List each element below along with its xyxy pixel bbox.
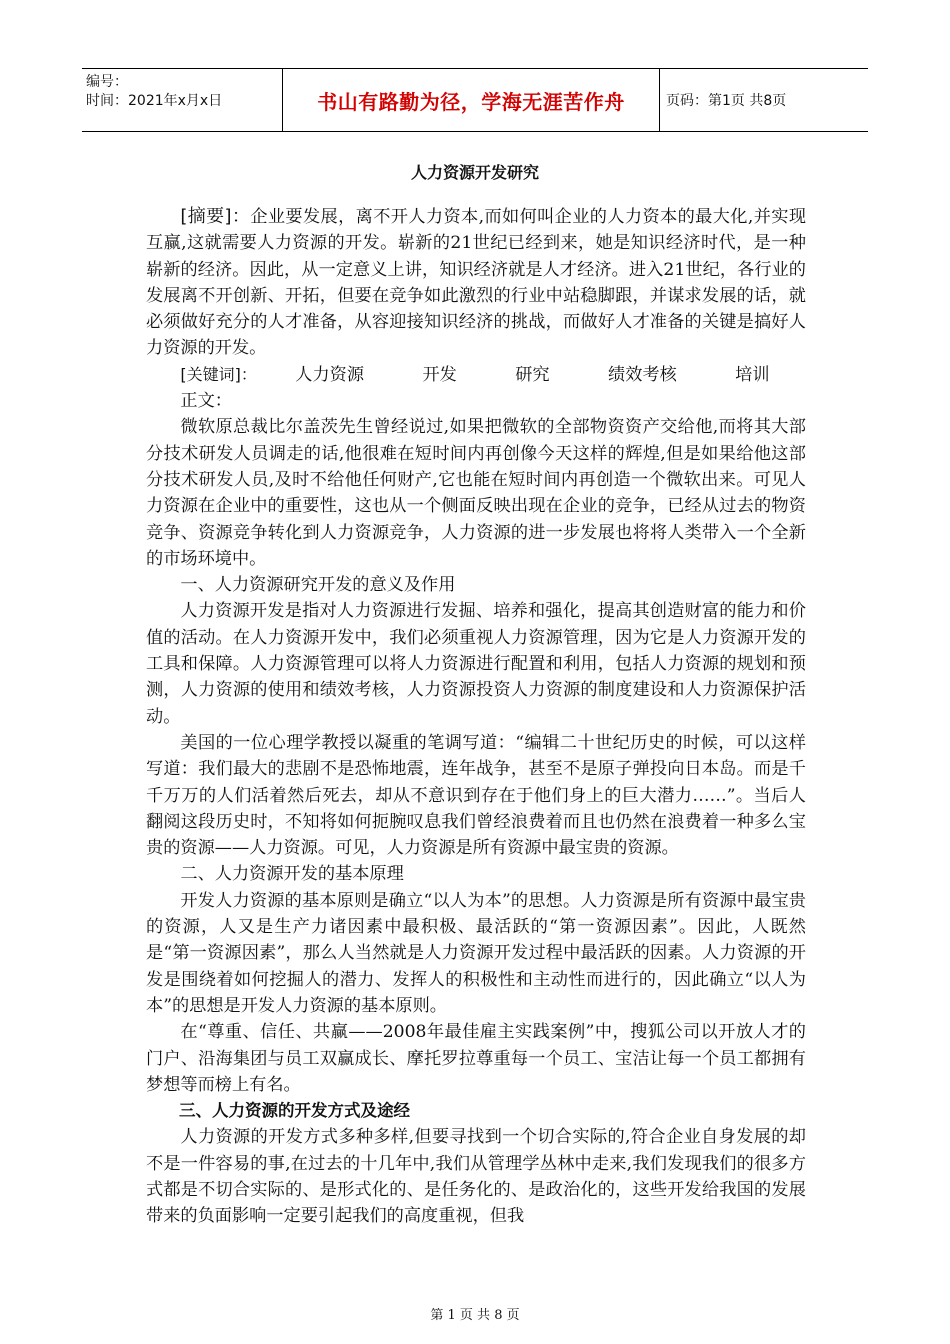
keyword-item: 培训	[735, 364, 770, 385]
keywords-label: [关键词]：	[180, 364, 257, 384]
keywords-list	[261, 362, 770, 388]
abstract-label: [摘要]：	[180, 206, 251, 227]
doc-date: 时间：2021年x月x日	[86, 93, 223, 109]
body-label: 正文：	[180, 391, 232, 412]
keyword-item: 人力资源	[295, 364, 365, 385]
body-paragraph: 微软原总裁比尔盖茨先生曾经说过,如果把微软的全部物资资产交给他,而将其大部分技术研发人员调走的话,他很难在短时间内再创像今天这样的辉煌,但是如果给他这部分技术研发人员,及时不给他任何财产,它也能在短时间内再创造一个微软出来。可见人力资源在企业中的重要性，这也从一个侧面反映出现在企业的竞争，已经从过去的物资竞争、资源竞争转化到人力资源竞争，人力资源的进一步发展也将将人类带入一个全新的市场环境中。	[146, 417, 806, 569]
header-page-info: 页码：第1页 共8页	[666, 93, 787, 109]
section-heading: 二、人力资源开发的基本原理	[180, 864, 404, 885]
body-paragraph: 人力资源的开发方式多种多样,但要寻找到一个切合实际的,符合企业自身发展的却不是一件容易的事,在过去的十几年中,我们从管理学丛林中走来,我们发现我们的很多方式都是不切合实际的、是形式化的、是任务化的、是政治化的，这些开发给我国的发展带来的负面影响一定要引起我们的高度重视，但我	[146, 1127, 806, 1227]
keyword-item: 绩效考核	[608, 364, 677, 385]
header-page-cell	[660, 69, 868, 131]
header-motto-cell	[282, 69, 660, 131]
doc-number-label: 编号：	[86, 74, 128, 90]
keyword-item: 开发	[422, 364, 457, 385]
abstract-paragraph	[146, 204, 806, 362]
keywords-line	[146, 362, 806, 388]
abstract-text: 企业要发展，离不开人力资本,而如何叫企业的人力资本的最大化,并实现互赢,这就需要人力资源的开发。崭新的21世纪已经到来，她是知识经济时代，是一种崭新的经济。因此，从一定意义上讲，知识经济就是人才经济。进入21世纪，各行业的发展离不开创新、开拓，但要在竞争如此激烈的行业中站稳脚跟，并谋求发展的话，就必须做好充分的人才准备，从容迎接知识经济的挑战，而做好人才准备的关键是搞好人力资源的开发。	[146, 207, 807, 359]
page-header	[82, 68, 868, 132]
body-paragraph: 开发人力资源的基本原则是确立“以人为本”的思想。人力资源是所有资源中最宝贵的资源，人又是生产力诸因素中最积极、最活跃的“第一资源因素”。因此，人既然是“第一资源因素”，那么人当然就是人力资源开发过程中最活跃的因素。人力资源的开发是围绕着如何挖掘人的潜力、发挥人的积极性和主动性而进行的，因此确立“以人为本”的思想是开发人力资源的基本原则。	[146, 890, 806, 1016]
body-paragraph: 人力资源开发是指对人力资源进行发掘、培养和强化，提高其创造财富的能力和价值的活动。在人力资源开发中，我们必须重视人力资源管理，因为它是人力资源开发的工具和保障。人力资源管理可以将人力资源进行配置和利用，包括人力资源的规划和预测，人力资源的使用和绩效考核，人力资源投资人力资源的制度建设和人力资源保护活动。	[146, 601, 806, 727]
body-paragraph: 在“尊重、信任、共赢——2008年最佳雇主实践案例”中，搜狐公司以开放人才的门户、沿海集团与员工双赢成长、摩托罗拉尊重每一个员工、宝洁让每一个员工都拥有梦想等而榜上有名。	[146, 1022, 806, 1095]
keyword-item: 研究	[515, 364, 550, 385]
body-paragraph: 美国的一位心理学教授以凝重的笔调写道：“编辑二十世纪历史的时候，可以这样写道：我们最大的悲剧不是恐怖地震，连年战争，甚至不是原子弹投向日本岛。而是千千万万的人们活着然后死去，却从不意识到存在于他们身上的巨大潜力……”。当后人翻阅这段历史时，不知将如何扼腕叹息我们曾经浪费着而且也仍然在浪费着一种多么宝贵的资源——人力资源。可见，人力资源是所有资源中最宝贵的资源。	[146, 732, 806, 859]
document-body	[146, 204, 806, 1230]
header-motto: 书山有路勤为径，学海无涯苦作舟	[317, 89, 625, 114]
section-heading: 三、人力资源的开发方式及途经	[179, 1101, 410, 1121]
document-title: 人力资源开发研究	[410, 163, 539, 182]
section-heading: 一、人力资源研究开发的意义及作用	[180, 575, 456, 596]
page-footer: 第 1 页 共 8 页	[430, 1308, 520, 1323]
header-meta	[82, 69, 282, 131]
